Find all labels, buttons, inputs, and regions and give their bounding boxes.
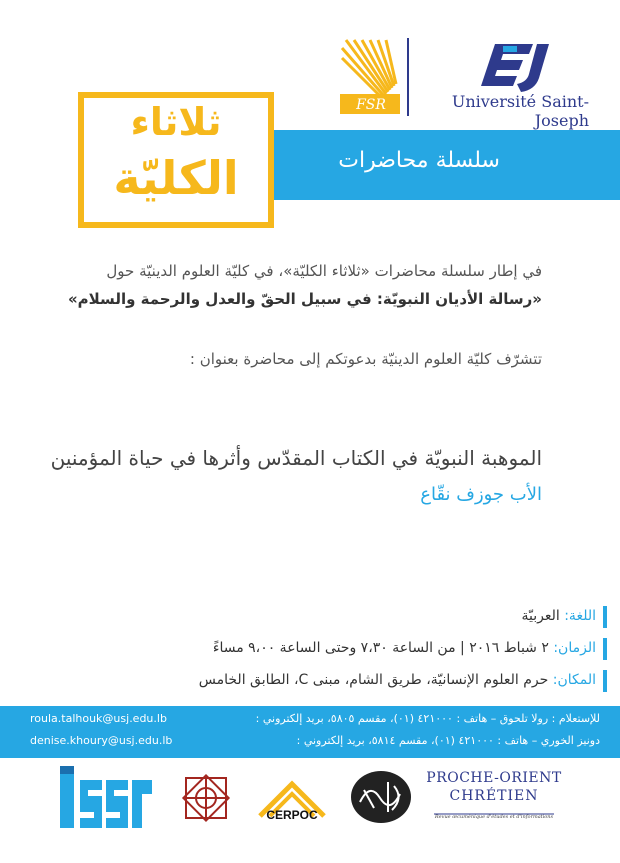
intro-line-1: في إطار سلسلة محاضرات «ثلاثاء الكليّة»، في كليّة العلوم الدينيّة حول xyxy=(106,262,542,280)
series-title: سلسلة محاضرات xyxy=(338,148,500,173)
detail-marker xyxy=(603,670,607,692)
contact-email[interactable]: roula.talhouk@usj.edu.lb xyxy=(30,712,167,725)
poc-title-line2: CHRÉTIEN xyxy=(449,788,539,804)
poc-tagline: Revue œcuménique d'études et d'informations xyxy=(434,814,554,820)
detail-value: حرم العلوم الإنسانيّة، طريق الشام، مبنى C، الطابق الخامس xyxy=(198,672,549,688)
logo-divider xyxy=(407,38,409,116)
detail-time xyxy=(56,640,596,656)
detail-label: اللغة: xyxy=(564,608,596,624)
cerpoc-label: CERPOC xyxy=(266,808,318,822)
university-name: Université Saint-Joseph xyxy=(451,92,589,130)
fsr-label: FSR xyxy=(356,97,386,113)
tuesday-logo-line1: ثلاثاء xyxy=(130,100,222,144)
contact-row xyxy=(30,712,600,725)
detail-marker xyxy=(603,638,607,660)
detail-label: الزمان: xyxy=(553,640,596,656)
issr-logo xyxy=(56,766,156,832)
usj-monogram-icon xyxy=(473,40,553,94)
tuesday-logo-line2: الكليّة xyxy=(113,151,239,205)
contact-text: دونيز الخوري – هاتف : ٤٢١٠٠٠ (٠١)، مقسم ٥٨١٤، بريد إلكتروني : xyxy=(296,734,600,747)
contact-row xyxy=(30,734,600,747)
speaker-name: الأب جوزف نقّاع xyxy=(420,484,542,505)
detail-value: ٢ شباط ٢٠١٦ | من الساعة ٧،٣٠ وحتى الساعة ٩،٠٠ مساءً xyxy=(212,640,549,656)
bifi-logo xyxy=(176,768,236,828)
intro-line-2: «رسالة الأديان النبويّة: في سبيل الحقّ والعدل والرحمة والسلام» xyxy=(67,290,542,308)
detail-label: المكان: xyxy=(552,672,596,688)
calligraphy-seal-icon xyxy=(348,768,414,826)
poc-title-line1: PROCHE-ORIENT xyxy=(426,770,562,786)
detail-marker xyxy=(603,606,607,628)
contact-email[interactable]: denise.khoury@usj.edu.lb xyxy=(30,734,173,747)
detail-language xyxy=(56,608,596,624)
contact-text: للإستعلام : رولا تلحوق – هاتف : ٤٢١٠٠٠ (٠١)، مقسم ٥٨٠٥، بريد إلكتروني : xyxy=(255,712,600,725)
detail-location xyxy=(56,672,596,688)
invitation-text: تتشرّف كليّة العلوم الدينيّة بدعوتكم إلى محاضرة بعنوان : xyxy=(189,350,542,368)
detail-value: العربيّة xyxy=(521,608,560,624)
lecture-title: الموهبة النبويّة في الكتاب المقدّس وأثرها في حياة المؤمنين xyxy=(50,446,542,470)
